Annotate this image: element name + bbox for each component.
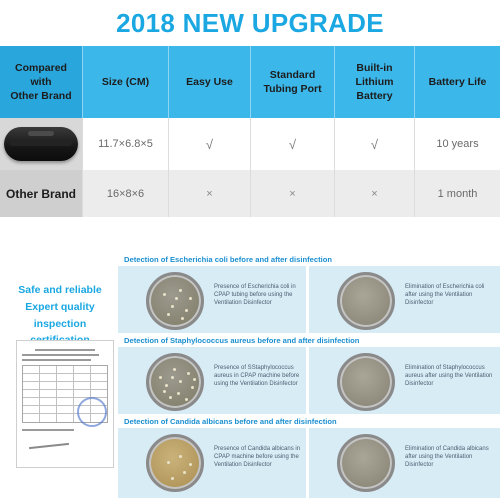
device-cell <box>0 118 83 170</box>
comparison-table <box>0 46 500 217</box>
header-battery-life <box>415 46 500 118</box>
header-easy-use <box>169 46 251 118</box>
header-compared-label: Compared with Other Brand <box>10 61 72 103</box>
cross-icon: × <box>251 170 335 217</box>
header-tubing-label: Standard Tubing Port <box>263 68 322 95</box>
cert-line-2: Expert quality <box>25 300 95 313</box>
before-panel <box>118 428 309 498</box>
header-size-label: Size (CM) <box>101 75 150 88</box>
cert-line-3: inspection <box>33 317 87 330</box>
signature <box>29 443 69 449</box>
petri-dish-icon <box>337 434 395 492</box>
header-battery-label: Built-in Lithium Battery <box>355 61 394 103</box>
after-panel <box>309 266 500 336</box>
test-title: Detection of Candida albicans before and after disinfection <box>118 414 500 428</box>
check-icon: √ <box>335 118 415 170</box>
after-panel <box>309 428 500 498</box>
cross-icon: × <box>169 170 251 217</box>
size-value: 16×8×6 <box>83 170 169 217</box>
test-panel-candida <box>118 414 500 498</box>
certificate-document <box>16 340 114 468</box>
after-note: Elimination of Escherichia coli after using the Ventilation Disinfector <box>405 284 485 306</box>
petri-dish-icon <box>337 353 395 411</box>
test-panel-staphylococcus <box>118 333 500 417</box>
table-row <box>0 118 500 170</box>
after-note: Elimination of Staphylococcus aureus after using the Ventilation Disinfector <box>405 365 493 387</box>
petri-dish-icon <box>337 272 395 330</box>
cross-icon: × <box>335 170 415 217</box>
other-brand-label: Other Brand <box>0 170 83 217</box>
size-value: 11.7×6.8×5 <box>83 118 169 170</box>
before-note: Presence of Candida albicans in CPAP machine before using the Ventilation Disinfector <box>214 446 301 468</box>
header-size <box>83 46 169 118</box>
test-title: Detection of Escherichia coli before and after disinfection <box>118 252 500 266</box>
battery-life-value: 10 years <box>436 138 479 150</box>
before-panel <box>118 347 309 417</box>
after-note: Elimination of Candida albicans after using the Ventilation Disinfector <box>405 446 489 468</box>
check-icon: √ <box>169 118 251 170</box>
page-title: 2018 NEW UPGRADE <box>116 8 384 38</box>
header-easy-use-label: Easy Use <box>186 75 233 88</box>
battery-life-value: 1 month <box>437 187 478 200</box>
check-icon: √ <box>251 118 335 170</box>
stamp-icon <box>77 397 107 427</box>
header-compared <box>0 46 83 118</box>
before-note: Presence of SStaphylococcus aureus in CPAP machine before using the Ventilation Disinfector <box>214 365 300 387</box>
header-tubing <box>251 46 335 118</box>
test-title: Detection of Staphylococcus aureus before and after disinfection <box>118 333 500 347</box>
table-row <box>0 170 500 217</box>
device-icon <box>4 127 78 161</box>
before-note: Presence of Escherichia coli in CPAP tubing before using the Ventilation Disinfector <box>214 284 296 306</box>
before-panel <box>118 266 309 336</box>
test-panel-ecoli <box>118 252 500 336</box>
petri-dish-icon <box>146 353 204 411</box>
table-header <box>0 46 500 118</box>
header-battery <box>335 46 415 118</box>
petri-dish-icon <box>146 434 204 492</box>
after-panel <box>309 347 500 417</box>
cert-line-1: Safe and reliable <box>18 284 102 296</box>
header-battery-life-label: Battery Life <box>428 75 487 88</box>
petri-dish-icon <box>146 272 204 330</box>
